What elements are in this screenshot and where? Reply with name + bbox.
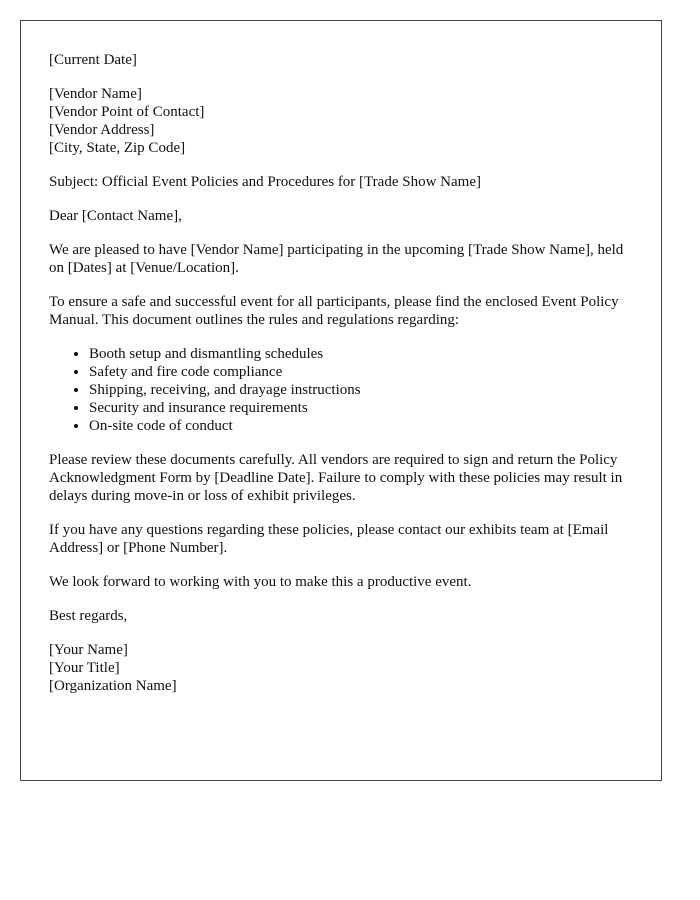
list-item: • Security and insurance requirements <box>89 399 632 417</box>
signature-line: [Your Name] <box>49 642 128 658</box>
recipient-line: [City, State, Zip Code] <box>49 140 186 156</box>
salutation: Dear [Contact Name], <box>49 208 182 224</box>
closing-paragraph: We look forward to working with you to make this a productive event. <box>49 574 472 590</box>
policy-paragraph: To ensure a safe and successful event for all participants, please find the enclosed Event Policy Manual. This document outlines the rules and regulations regarding: <box>49 294 619 328</box>
list-item: • On-site code of conduct <box>89 417 632 435</box>
signature-block <box>49 641 632 695</box>
recipient-line: [Vendor Name] <box>49 86 142 102</box>
recipient-line: [Vendor Address] <box>49 122 155 138</box>
letter-page <box>20 20 662 781</box>
signature-line: [Organization Name] <box>49 678 177 694</box>
letter-date: [Current Date] <box>49 52 137 68</box>
list-item: • Shipping, receiving, and drayage instructions <box>89 381 632 399</box>
recipient-address <box>49 85 632 157</box>
recipient-line: [Vendor Point of Contact] <box>49 104 205 120</box>
list-item: • Safety and fire code compliance <box>89 363 632 381</box>
review-paragraph: Please review these documents carefully. All vendors are required to sign and return the Policy Acknowledgment Form by [Deadline Date]. Failure to comply with these policies may result in delays during move-in or loss of exhibit privileges. <box>49 452 623 504</box>
closing: Best regards, <box>49 608 128 624</box>
policy-list <box>49 345 632 435</box>
subject-line: Subject: Official Event Policies and Procedures for [Trade Show Name] <box>49 174 481 190</box>
list-item: • Booth setup and dismantling schedules <box>89 345 632 363</box>
signature-line: [Your Title] <box>49 660 120 676</box>
intro-paragraph: We are pleased to have [Vendor Name] participating in the upcoming [Trade Show Name], held on [Dates] at [Venue/Location]. <box>49 242 624 276</box>
contact-paragraph: If you have any questions regarding these policies, please contact our exhibits team at [Email Address] or [Phone Number]. <box>49 522 609 556</box>
